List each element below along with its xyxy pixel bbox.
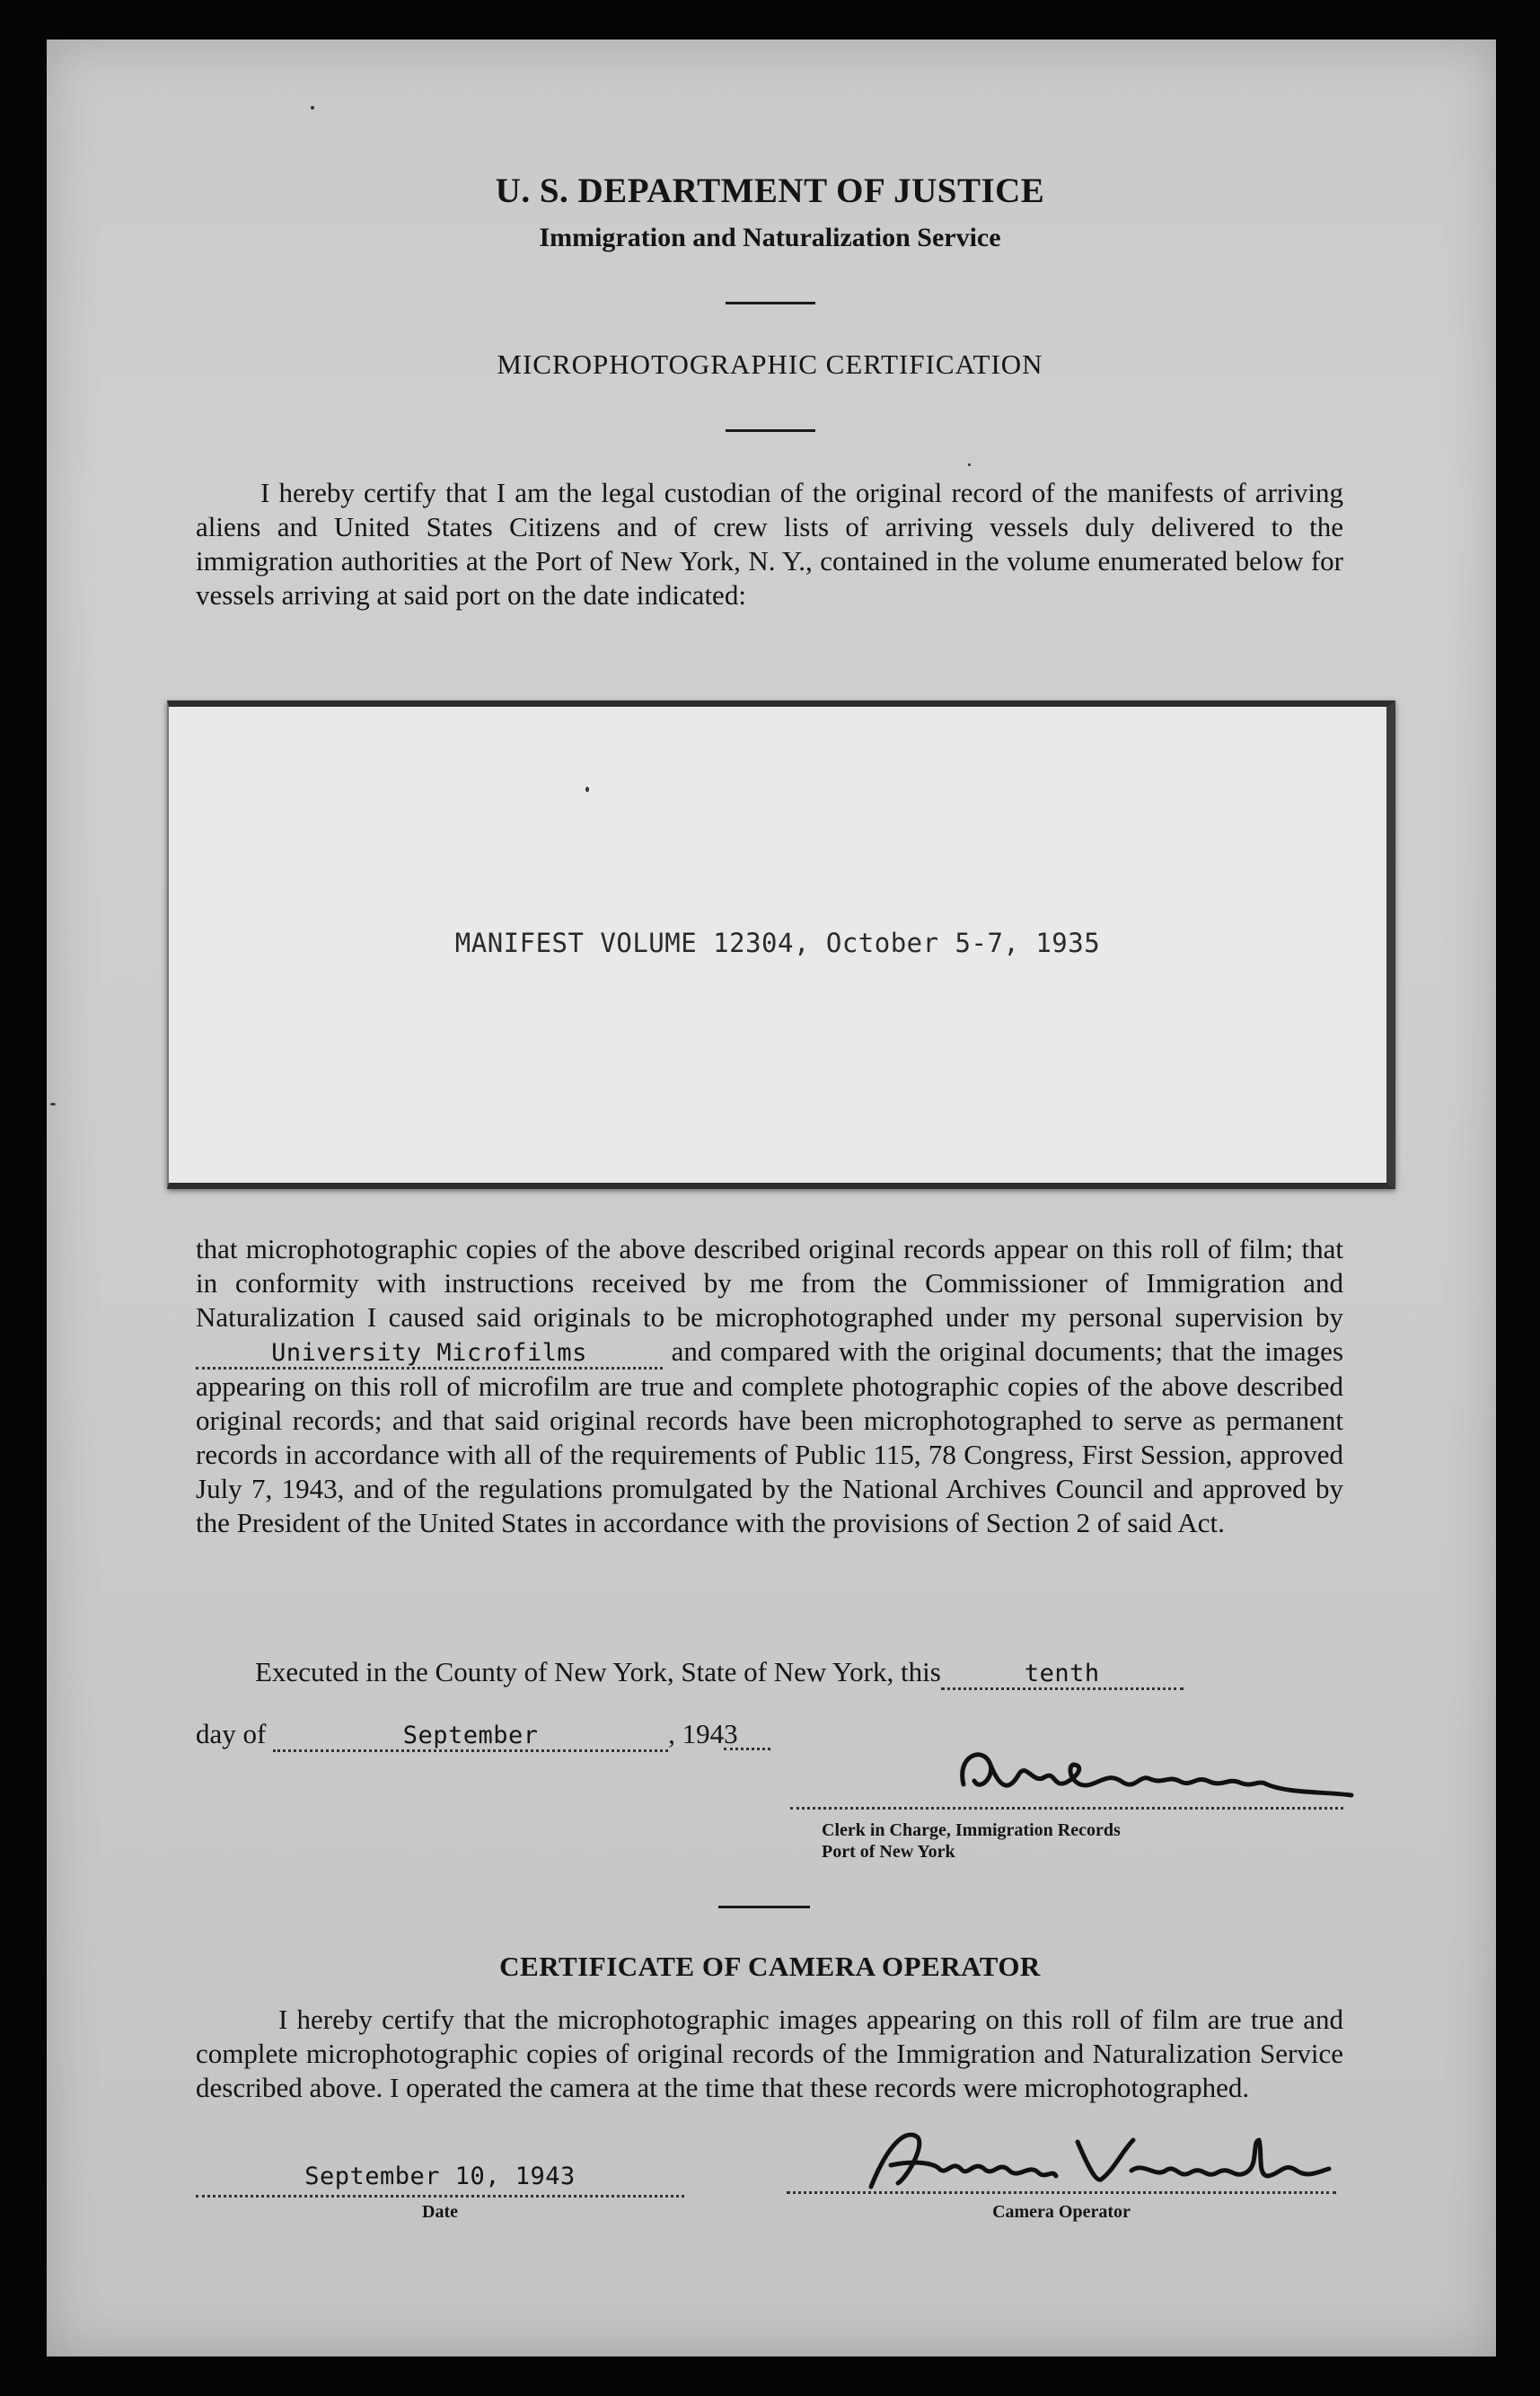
execution-year-prefix: , 194 [668, 1718, 725, 1749]
date-label: Date [422, 2202, 458, 2222]
volume-label-card [167, 700, 1395, 1189]
execution-line [196, 1655, 1343, 1690]
execution-year-field: 3 [724, 1721, 770, 1750]
divider-rule [726, 429, 815, 432]
film-speck [50, 1103, 56, 1106]
intro-paragraph: I hereby certify that I am the legal custodian of the original record of the manifests of arriving aliens and United States Citizens and of crew lists of arriving vessels duly delivered to the immigration authorities at the Port of New York, N. Y., contained in the volume enumerated below for vessels arriving at said port on the date indicated: [196, 477, 1343, 611]
camera-operator-signature [853, 2124, 1338, 2200]
film-speck [968, 463, 971, 466]
clerk-title [822, 1819, 1121, 1863]
execution-prefix: Executed in the County of New York, State of New York, this [255, 1656, 941, 1687]
clerk-title-line1: Clerk in Charge, Immigration Records [822, 1820, 1121, 1840]
body-text-part2: and compared with the original documents; that the images appearing on this roll of microfilm are true and complete photographic copies of the above described original records; and that said original records have been microphotographed to serve as permanent records in accordance with all of the requirements of Public 115, 78 Congress, First Session, approved July 7, 1943, and of the regulations promulgated by the National Archives Council and approved by the President of the United States in accordance with the provisions of Section 2 of said Act. [196, 1335, 1344, 1538]
department-title: U. S. DEPARTMENT OF JUSTICE [495, 172, 1045, 210]
operator-date-field: September 10, 1943 [196, 2163, 684, 2198]
clerk-title-line2: Port of New York [822, 1842, 955, 1862]
camera-operator-label: Camera Operator [992, 2202, 1131, 2222]
execution-month-field: September [273, 1722, 668, 1752]
operator-certificate-title: CERTIFICATE OF CAMERA OPERATOR [499, 1951, 1041, 1982]
body-text-part1: that microphotographic copies of the above described original records appear on this roll of film; that in conformity with instructions received by me from the Commissioner of Immigration and Naturalization I caused said originals to be microphotographed under my personal supervision by [196, 1233, 1343, 1333]
clerk-signature [947, 1738, 1360, 1819]
divider-rule [718, 1906, 810, 1908]
execution-day-field: tenth [941, 1660, 1184, 1690]
certification-body [196, 1232, 1343, 1540]
service-subtitle: Immigration and Naturalization Service [539, 223, 1001, 252]
film-speck [585, 787, 589, 792]
volume-label: MANIFEST VOLUME 12304, October 5-7, 1935 [454, 928, 1101, 958]
certification-title: MICROPHOTOGRAPHIC CERTIFICATION [497, 348, 1043, 380]
day-of-label: day of [196, 1718, 267, 1749]
day-of-line [196, 1717, 770, 1752]
operator-paragraph: I hereby certify that the microphotographic images appearing on this roll of film are true and complete microphotographic copies of original records of the Immigration and Naturalization Service described above. I operated the camera at the time that these records were microphotographed. [196, 2004, 1343, 2103]
divider-rule [726, 302, 815, 304]
microfilmer-field: University Microfilms [196, 1340, 663, 1370]
film-speck [311, 106, 314, 110]
